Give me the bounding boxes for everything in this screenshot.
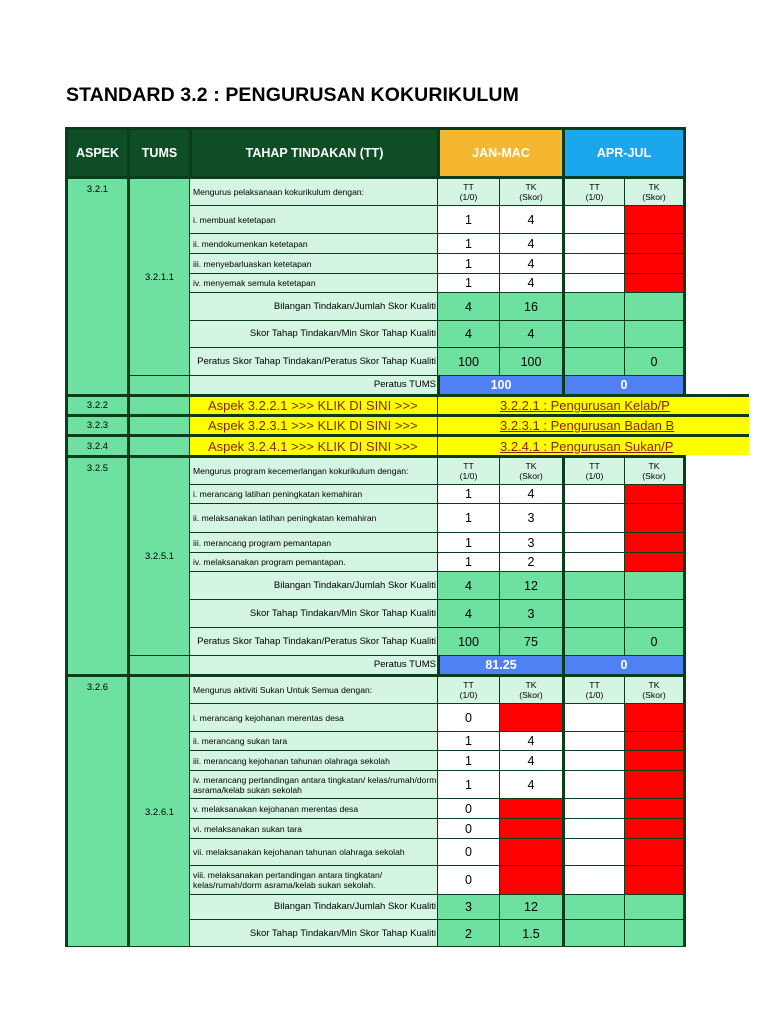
criteria-item: i. merancang kejohanan merentas desa — [189, 703, 437, 731]
tk-jan-value[interactable] — [499, 865, 562, 894]
summary-label-skor: Skor Tahap Tindakan/Min Skor Tahap Kualiti — [189, 320, 437, 347]
summary-tt-jan: 4 — [437, 320, 499, 347]
summary-tk-apr — [624, 599, 686, 627]
tk-apr-value[interactable] — [624, 253, 686, 273]
summary-tt-apr — [562, 320, 624, 347]
criteria-item: v. melaksanakan kejohanan merentas desa — [189, 798, 437, 818]
tk-jan-value[interactable]: 4 — [499, 273, 562, 292]
tt-apr-value[interactable] — [562, 273, 624, 292]
tt-jan-value[interactable]: 1 — [437, 731, 499, 750]
tums-3-2-1-1: 3.2.1.1 — [127, 176, 189, 375]
aspek-3-2-3: 3.2.3 — [65, 414, 127, 434]
tk-jan-value[interactable]: 4 — [499, 233, 562, 253]
peratus-tums-apr: 0 — [562, 655, 686, 674]
tt-apr-value[interactable] — [562, 731, 624, 750]
klik-di-sini-link[interactable]: Aspek 3.2.3.1 >>> KLIK DI SINI >>> — [189, 414, 437, 434]
summary-label-bilangan: Bilangan Tindakan/Jumlah Skor Kualiti — [189, 292, 437, 320]
summary-tk-jan: 12 — [499, 571, 562, 599]
tt-jan-value[interactable]: 1 — [437, 750, 499, 770]
peratus-tums-apr: 0 — [562, 375, 686, 394]
tk-apr-value[interactable] — [624, 770, 686, 798]
tk-jan-value[interactable] — [499, 798, 562, 818]
summary-tk-jan: 3 — [499, 599, 562, 627]
summary-tk-apr: 0 — [624, 627, 686, 655]
tk-apr-value[interactable] — [624, 838, 686, 865]
tums-3-2-5-1: 3.2.5.1 — [127, 455, 189, 655]
tk-apr-value[interactable] — [624, 818, 686, 838]
criteria-item: viii. melaksanakan pertandingan antara tingkatan/ kelas/rumah/dorm asrama/kelab sukan sekolah. — [189, 865, 437, 894]
sub-header-tt-jan: TT (1/0) — [437, 674, 499, 703]
klik-di-sini-link[interactable]: Aspek 3.2.2.1 >>> KLIK DI SINI >>> — [189, 394, 437, 414]
tums-empty — [127, 414, 189, 434]
label-peratus-tums: Peratus TUMS — [189, 375, 437, 394]
criteria-item: iv. merancang pertandingan antara tingkatan/ kelas/rumah/dorm asrama/kelab sukan sekolah — [189, 770, 437, 798]
criteria-item: ii. melaksanakan latihan peningkatan kemahiran — [189, 503, 437, 532]
column-header-aspek: ASPEK — [65, 127, 127, 176]
tk-apr-value[interactable] — [624, 865, 686, 894]
summary-tk-apr — [624, 320, 686, 347]
summary-label-skor: Skor Tahap Tindakan/Min Skor Tahap Kualiti — [189, 599, 437, 627]
summary-tt-apr — [562, 571, 624, 599]
summary-label-bilangan: Bilangan Tindakan/Jumlah Skor Kualiti — [189, 894, 437, 919]
summary-label-peratus: Peratus Skor Tahap Tindakan/Peratus Skor Tahap Kualiti — [189, 347, 437, 375]
tt-jan-value[interactable]: 1 — [437, 205, 499, 233]
criteria-item: i. merancang latihan peningkatan kemahiran — [189, 484, 437, 503]
tt-jan-value[interactable]: 1 — [437, 484, 499, 503]
tk-apr-value[interactable] — [624, 532, 686, 552]
tt-apr-value[interactable] — [562, 798, 624, 818]
tt-apr-value[interactable] — [562, 703, 624, 731]
tt-apr-value[interactable] — [562, 205, 624, 233]
table-bottom-edge — [65, 946, 686, 947]
criteria-item: vi. melaksanakan sukan tara — [189, 818, 437, 838]
column-header-jan-mac: JAN-MAC — [437, 127, 562, 176]
tt-jan-value[interactable]: 1 — [437, 233, 499, 253]
tt-apr-value[interactable] — [562, 750, 624, 770]
tt-apr-value[interactable] — [562, 532, 624, 552]
aspek-3-2-6: 3.2.6 — [65, 674, 127, 947]
summary-tk-apr: 0 — [624, 347, 686, 375]
tk-apr-value[interactable] — [624, 503, 686, 532]
tk-jan-value[interactable]: 4 — [499, 770, 562, 798]
aspek-3-2-2: 3.2.2 — [65, 394, 127, 414]
criteria-item: iv. melaksanakan program pemantapan. — [189, 552, 437, 571]
tt-apr-value[interactable] — [562, 253, 624, 273]
criteria-item: vii. melaksanakan kejohanan tahunan olahraga sekolah — [189, 838, 437, 865]
tt-jan-value[interactable]: 1 — [437, 253, 499, 273]
peratus-tums-jan: 100 — [437, 375, 562, 394]
summary-tk-apr — [624, 919, 686, 947]
criteria-item: iv. menyemak semula ketetapan — [189, 273, 437, 292]
tt-apr-value[interactable] — [562, 770, 624, 798]
sub-header-tk-jan: TK (Skor) — [499, 176, 562, 205]
summary-tt-jan: 3 — [437, 894, 499, 919]
aspek-hyperlink[interactable]: 3.2.4.1 : Pengurusan Sukan/P — [437, 434, 749, 455]
klik-di-sini-link[interactable]: Aspek 3.2.4.1 >>> KLIK DI SINI >>> — [189, 434, 437, 455]
tums-3-2-6-1: 3.2.6.1 — [127, 674, 189, 947]
aspek-3-2-1: 3.2.1 — [65, 176, 127, 394]
summary-tk-apr — [624, 894, 686, 919]
summary-tt-apr — [562, 894, 624, 919]
tk-apr-value[interactable] — [624, 798, 686, 818]
tk-apr-value[interactable] — [624, 750, 686, 770]
tt-jan-value[interactable]: 1 — [437, 552, 499, 571]
summary-tt-jan: 4 — [437, 599, 499, 627]
column-header-apr-jul: APR-JUL — [562, 127, 686, 176]
tk-apr-value[interactable] — [624, 205, 686, 233]
summary-tk-apr — [624, 292, 686, 320]
tt-jan-value[interactable]: 0 — [437, 838, 499, 865]
tk-jan-value[interactable]: 4 — [499, 484, 562, 503]
tums-empty — [127, 434, 189, 455]
aspek-3-2-4: 3.2.4 — [65, 434, 127, 455]
criteria-item: i. membuat ketetapan — [189, 205, 437, 233]
summary-tt-jan: 100 — [437, 347, 499, 375]
summary-tt-apr — [562, 919, 624, 947]
tk-jan-value[interactable] — [499, 703, 562, 731]
summary-label-skor: Skor Tahap Tindakan/Min Skor Tahap Kualiti — [189, 919, 437, 947]
summary-tk-jan: 75 — [499, 627, 562, 655]
tk-apr-value[interactable] — [624, 273, 686, 292]
tt-jan-value[interactable]: 0 — [437, 798, 499, 818]
sub-header-tt-jan: TT (1/0) — [437, 455, 499, 484]
sub-header-tt-apr: TT (1/0) — [562, 176, 624, 205]
tt-jan-value[interactable]: 1 — [437, 770, 499, 798]
summary-tt-apr — [562, 627, 624, 655]
summary-tk-jan: 16 — [499, 292, 562, 320]
summary-tt-apr — [562, 292, 624, 320]
tums-spacer — [127, 375, 189, 394]
tt-apr-value[interactable] — [562, 484, 624, 503]
tums-spacer — [127, 655, 189, 674]
label-peratus-tums: Peratus TUMS — [189, 655, 437, 674]
tk-jan-value[interactable]: 4 — [499, 253, 562, 273]
criteria-item: iii. merancang kejohanan tahunan olahraga sekolah — [189, 750, 437, 770]
tk-jan-value[interactable]: 2 — [499, 552, 562, 571]
sub-header-tk-apr: TK (Skor) — [624, 674, 686, 703]
tums-empty — [127, 394, 189, 414]
tk-apr-value[interactable] — [624, 233, 686, 253]
sub-header-tt-apr: TT (1/0) — [562, 455, 624, 484]
criteria-item: iii. menyebarluaskan ketetapan — [189, 253, 437, 273]
tt-jan-value[interactable]: 0 — [437, 865, 499, 894]
summary-label-bilangan: Bilangan Tindakan/Jumlah Skor Kualiti — [189, 571, 437, 599]
summary-tk-apr — [624, 571, 686, 599]
tt-apr-value[interactable] — [562, 838, 624, 865]
tt-jan-value[interactable]: 1 — [437, 503, 499, 532]
summary-tk-jan: 4 — [499, 320, 562, 347]
peratus-tums-jan: 81.25 — [437, 655, 562, 674]
tk-jan-value[interactable]: 3 — [499, 532, 562, 552]
aspek-3-2-5: 3.2.5 — [65, 455, 127, 674]
sub-header-tk-jan: TK (Skor) — [499, 674, 562, 703]
tk-jan-value[interactable]: 4 — [499, 731, 562, 750]
tt-apr-value[interactable] — [562, 552, 624, 571]
column-header-tums: TUMS — [127, 127, 189, 176]
sub-header-tt-jan: TT (1/0) — [437, 176, 499, 205]
tk-apr-value[interactable] — [624, 484, 686, 503]
tk-jan-value[interactable]: 3 — [499, 503, 562, 532]
criteria-intro: Mengurus aktiviti Sukan Untuk Semua dengan: — [189, 674, 437, 703]
tk-jan-value[interactable]: 4 — [499, 205, 562, 233]
summary-tt-apr — [562, 599, 624, 627]
column-header-tahap: TAHAP TINDAKAN (TT) — [189, 127, 437, 176]
criteria-item: ii. merancang sukan tara — [189, 731, 437, 750]
aspek-hyperlink[interactable]: 3.2.3.1 : Pengurusan Badan B — [437, 414, 749, 434]
sub-header-tk-apr: TK (Skor) — [624, 455, 686, 484]
criteria-item: iii. merancang program pemantapan — [189, 532, 437, 552]
criteria-intro: Mengurus pelaksanaan kokurikulum dengan: — [189, 176, 437, 205]
sub-header-tk-jan: TK (Skor) — [499, 455, 562, 484]
tt-apr-value[interactable] — [562, 233, 624, 253]
summary-tt-jan: 4 — [437, 571, 499, 599]
aspek-hyperlink[interactable]: 3.2.2.1 : Pengurusan Kelab/P — [437, 394, 749, 414]
tt-jan-value[interactable]: 1 — [437, 273, 499, 292]
tt-apr-value[interactable] — [562, 865, 624, 894]
summary-tk-jan: 12 — [499, 894, 562, 919]
tt-jan-value[interactable]: 1 — [437, 532, 499, 552]
tk-jan-value[interactable] — [499, 838, 562, 865]
summary-tt-jan: 2 — [437, 919, 499, 947]
tk-jan-value[interactable] — [499, 818, 562, 838]
tt-jan-value[interactable]: 0 — [437, 818, 499, 838]
tk-apr-value[interactable] — [624, 731, 686, 750]
page-title: STANDARD 3.2 : PENGURUSAN KOKURIKULUM — [66, 84, 519, 106]
sub-header-tk-apr: TK (Skor) — [624, 176, 686, 205]
tk-apr-value[interactable] — [624, 552, 686, 571]
summary-tk-jan: 1.5 — [499, 919, 562, 947]
summary-tt-apr — [562, 347, 624, 375]
summary-label-peratus: Peratus Skor Tahap Tindakan/Peratus Skor Tahap Kualiti — [189, 627, 437, 655]
criteria-item: ii. mendokumenkan ketetapan — [189, 233, 437, 253]
summary-tk-jan: 100 — [499, 347, 562, 375]
summary-tt-jan: 100 — [437, 627, 499, 655]
tk-apr-value[interactable] — [624, 703, 686, 731]
tk-jan-value[interactable]: 4 — [499, 750, 562, 770]
summary-tt-jan: 4 — [437, 292, 499, 320]
tt-apr-value[interactable] — [562, 503, 624, 532]
tt-jan-value[interactable]: 0 — [437, 703, 499, 731]
sub-header-tt-apr: TT (1/0) — [562, 674, 624, 703]
tt-apr-value[interactable] — [562, 818, 624, 838]
criteria-intro: Mengurus program kecemerlangan kokurikulum dengan: — [189, 455, 437, 484]
